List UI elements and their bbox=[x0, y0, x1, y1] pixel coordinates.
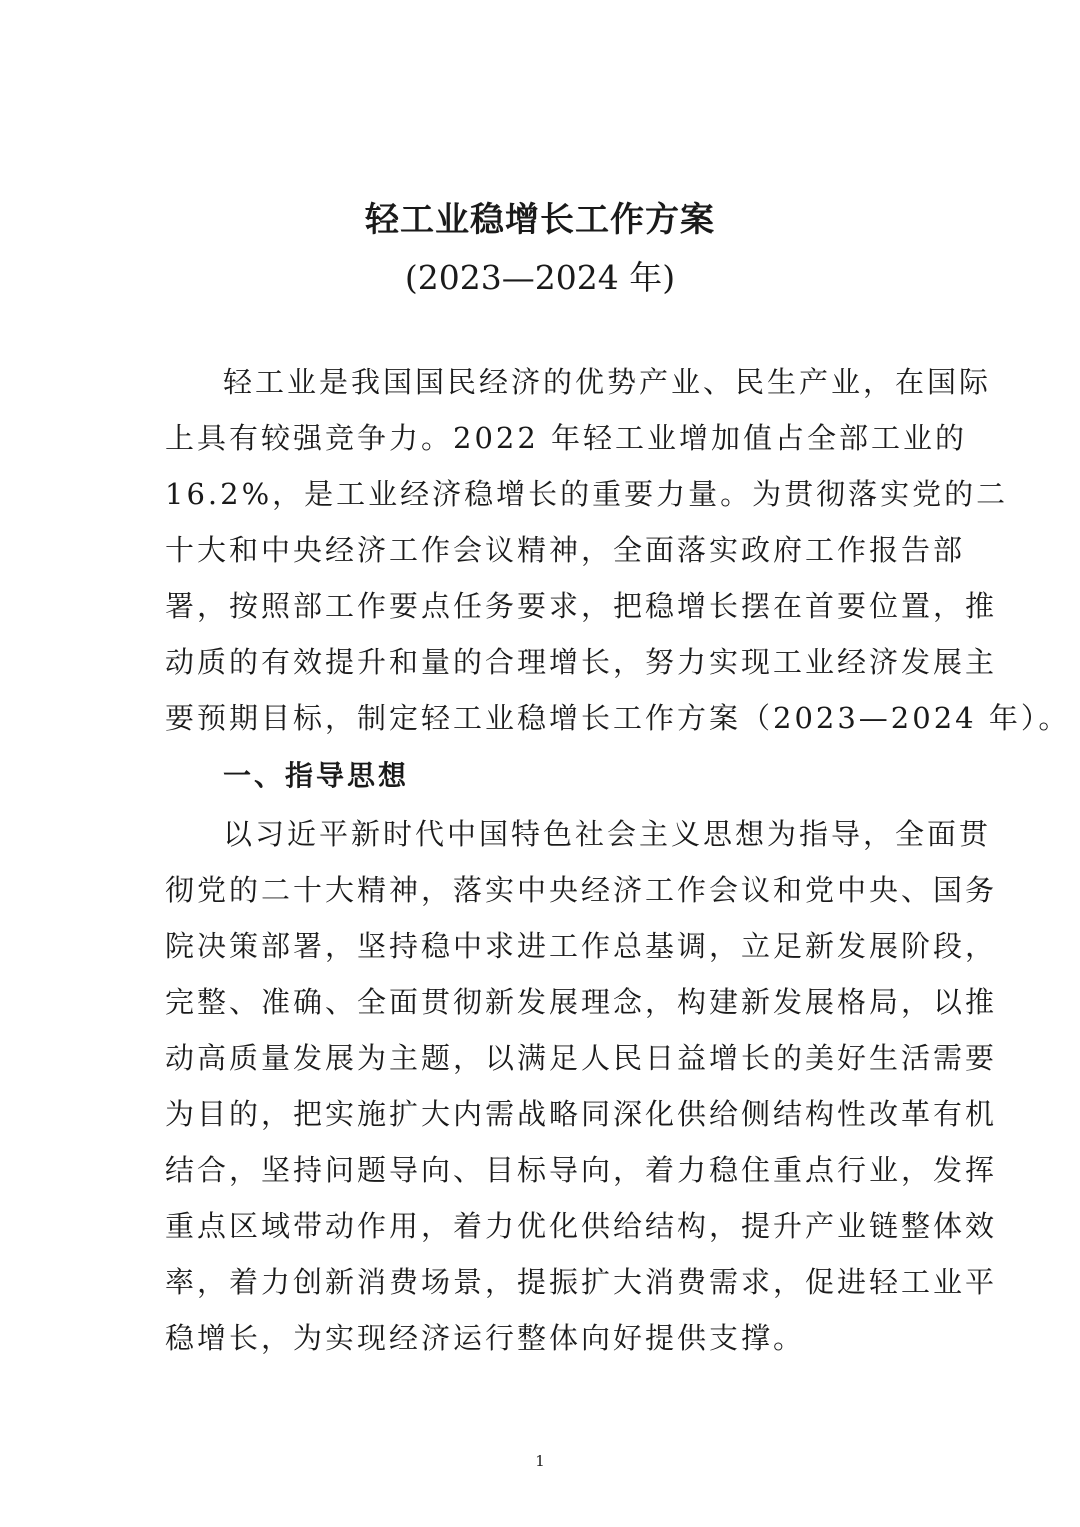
section-line: 重点区域带动作用，着力优化供给结构，提升产业链整体效 bbox=[165, 1209, 998, 1243]
intro-paragraph bbox=[165, 354, 1071, 746]
guiding-ideology-paragraph bbox=[165, 806, 998, 1366]
document-subtitle: (2023—2024 年) bbox=[404, 258, 676, 297]
document-title: 轻工业稳增长工作方案 bbox=[365, 200, 715, 240]
intro-line: 动质的有效提升和量的合理增长，努力实现工业经济发展主 bbox=[165, 645, 998, 679]
section-line: 以习近平新时代中国特色社会主义思想为指导，全面贯 bbox=[223, 817, 992, 851]
intro-line: 上具有较强竞争力。2022 年轻工业增加值占全部工业的 bbox=[165, 421, 968, 455]
intro-line: 署，按照部工作要点任务要求，把稳增长摆在首要位置，推 bbox=[165, 589, 998, 623]
section-heading: 一、指导思想 bbox=[223, 759, 410, 792]
intro-line: 16.2%，是工业经济稳增长的重要力量。为贯彻落实党的二 bbox=[165, 477, 1009, 511]
section-line: 动高质量发展为主题，以满足人民日益增长的美好生活需要 bbox=[165, 1041, 998, 1075]
section-heading-block bbox=[165, 748, 917, 804]
intro-line: 轻工业是我国国民经济的优势产业、民生产业，在国际 bbox=[223, 365, 992, 399]
section-line: 院决策部署，坚持稳中求进工作总基调，立足新发展阶段， bbox=[165, 929, 998, 963]
section-line: 彻党的二十大精神，落实中央经济工作会议和党中央、国务 bbox=[165, 873, 998, 907]
page-number: 1 bbox=[535, 1452, 545, 1470]
intro-line: 十大和中央经济工作会议精神，全面落实政府工作报告部 bbox=[165, 533, 966, 567]
section-line: 率，着力创新消费场景，提振扩大消费需求，促进轻工业平 bbox=[165, 1265, 998, 1299]
section-line: 结合，坚持问题导向、目标导向，着力稳住重点行业，发挥 bbox=[165, 1153, 998, 1187]
section-line: 完整、准确、全面贯彻新发展理念，构建新发展格局，以推 bbox=[165, 985, 998, 1019]
section-line: 为目的，把实施扩大内需战略同深化供给侧结构性改革有机 bbox=[165, 1097, 998, 1131]
intro-line: 要预期目标，制定轻工业稳增长工作方案（2023—2024 年）。 bbox=[165, 701, 1071, 735]
section-line: 稳增长，为实现经济运行整体向好提供支撑。 bbox=[165, 1321, 806, 1355]
